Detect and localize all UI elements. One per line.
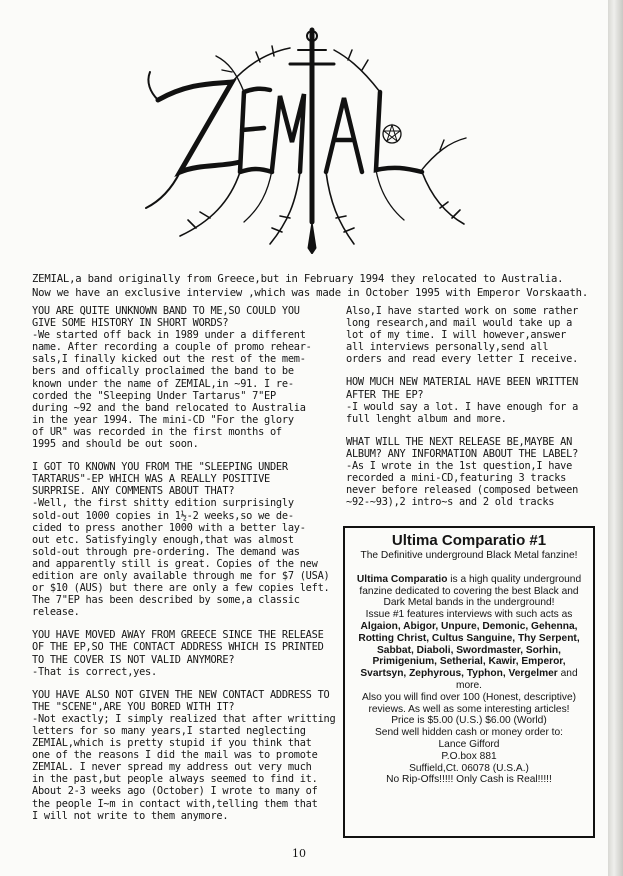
ad-title: Ultima Comparatio #1 (391, 532, 547, 549)
ad-contact-name: Lance Gifford (438, 738, 500, 750)
ad-po-box: P.O.box 881 (441, 750, 497, 762)
intro-line: Now we have an exclusive interview ,which was made in October 1995 with Emperor Vorskaath. (32, 287, 589, 299)
fanzine-advertisement (343, 526, 595, 838)
interview-block: HOW MUCH NEW MATERIAL HAVE BEEN WRITTEN AFTER THE EP? -I would say a lot. I have enough for a full lenght album and more. (346, 376, 579, 425)
ad-subtitle: The Definitive underground Black Metal fanzine! (360, 550, 578, 561)
zemial-logo (140, 22, 470, 254)
left-column (32, 305, 336, 833)
ad-issue-tail: and more. (455, 668, 578, 691)
ad-description (350, 574, 588, 609)
interview-block: I GOT TO KNOWN YOU FROM THE "SLEEPING UNDER TARTARUS"-EP WHICH WAS A REALLY POSITIVE SURPRISE. ANY COMMENTS ABOUT THAT? -Well, the first shitty edition surprisingly sold-out 1000 copies in 1½-2 weeks,so we de- cided to press another 1000 with a better lay- out etc. Satisfyingly enough,that was almost sold-out through pre-ordering. The demand was and apparently still is great. Copies of the new edition are only available through me for $7 (USA) or $10 (AUS) but there are only a few copies left. The 7"EP has been described by some,a classic release. (32, 461, 330, 619)
ad-description-text: is a high quality underground fanzine dedicated to covering the best Black and Dark Metal bands in the underground! (359, 573, 582, 609)
ad-city: Suffield,Ct. 06078 (U.S.A.) (409, 762, 529, 774)
interview-block: Also,I have started work on some rather long research,and mail would take up a lot of my time. I will however,answer all interviews personally,send all orders and read every letter I receive. (346, 305, 579, 366)
ad-zine-name: Ultima Comparatio (356, 573, 448, 585)
ad-send-info: Send well hidden cash or money order to: (374, 727, 563, 739)
intro-paragraph (32, 272, 602, 300)
page-number: 10 (292, 847, 306, 860)
ad-price: Price is $5.00 (U.S.) $6.00 (World) (391, 715, 547, 727)
page-edge (608, 0, 623, 876)
interview-block: YOU ARE QUITE UNKNOWN BAND TO ME,SO COULD YOU GIVE SOME HISTORY IN SHORT WORDS? -We started off back in 1989 under a different name. After recording a couple of promo rehear- sals,I finally kicked out the rest of the mem- bers and offically proclaimed the band to be known under the name of ZEMIAL,in ~91. I re- corded the "Sleeping Under Tartarus" 7"EP during ~92 and the band relocated to Australia in the year 1994. The mini-CD "For the glory of UR" was recorded in the first months of 1995 and should be out soon. (32, 305, 312, 451)
ad-footer: No Rip-Offs!!!!! Only Cash is Real!!!!! (386, 774, 552, 786)
ad-issue-lead: Issue #1 features interviews with such acts as (365, 609, 573, 621)
ad-band-list: Algaion, Abigor, Unpure, Demonic, Gehenna, Rotting Christ, Cultus Sanguine, Thy Serpent, Sabbat, Diaboli, Swordmaster, Sorhin, Primigenium, Setherial, Kawir, Emperor, Svartsyn, Zephyrous, Typhon, Vergelmer (358, 620, 580, 680)
intro-line: ZEMIAL,a band originally from Greece,but in February 1994 they relocated to Australia. (32, 273, 564, 285)
ad-issue-features (350, 609, 588, 692)
interview-block: YOU HAVE ALSO NOT GIVEN THE NEW CONTACT ADDRESS TO THE "SCENE",ARE YOU BORED WITH IT? -Not exactly; I simply realized that after writting letters for so many years,I started neglecting ZEMIAL,which is pretty stupid if you think that one of the reasons I did the mail was to promote ZEMIAL. I never spread my address out very much in the past,but people always seemed to find it. About 2-3 weeks ago (October) I wrote to many of the people I~m in contact with,telling them that I will not write to them anymore. (32, 688, 336, 822)
interview-block: WHAT WILL THE NEXT RELEASE BE,MAYBE AN ALBUM? ANY INFORMATION ABOUT THE LABEL? -As I wrote in the 1st question,I have recorded a mini-CD,featuring 3 tracks never before released (composed between ~92-~93),2 intro~s and 2 old tracks (346, 435, 579, 509)
ad-reviews: Also you will find over 100 (Honest, descriptive) reviews. As well as some interesting articles! (361, 691, 577, 715)
right-column (346, 305, 604, 519)
interview-block: YOU HAVE MOVED AWAY FROM GREECE SINCE THE RELEASE OF THE EP,SO THE CONTACT ADDRESS WHICH IS PRINTED TO THE COVER IS NOT VALID ANYMORE? -That is correct,yes. (32, 629, 324, 678)
